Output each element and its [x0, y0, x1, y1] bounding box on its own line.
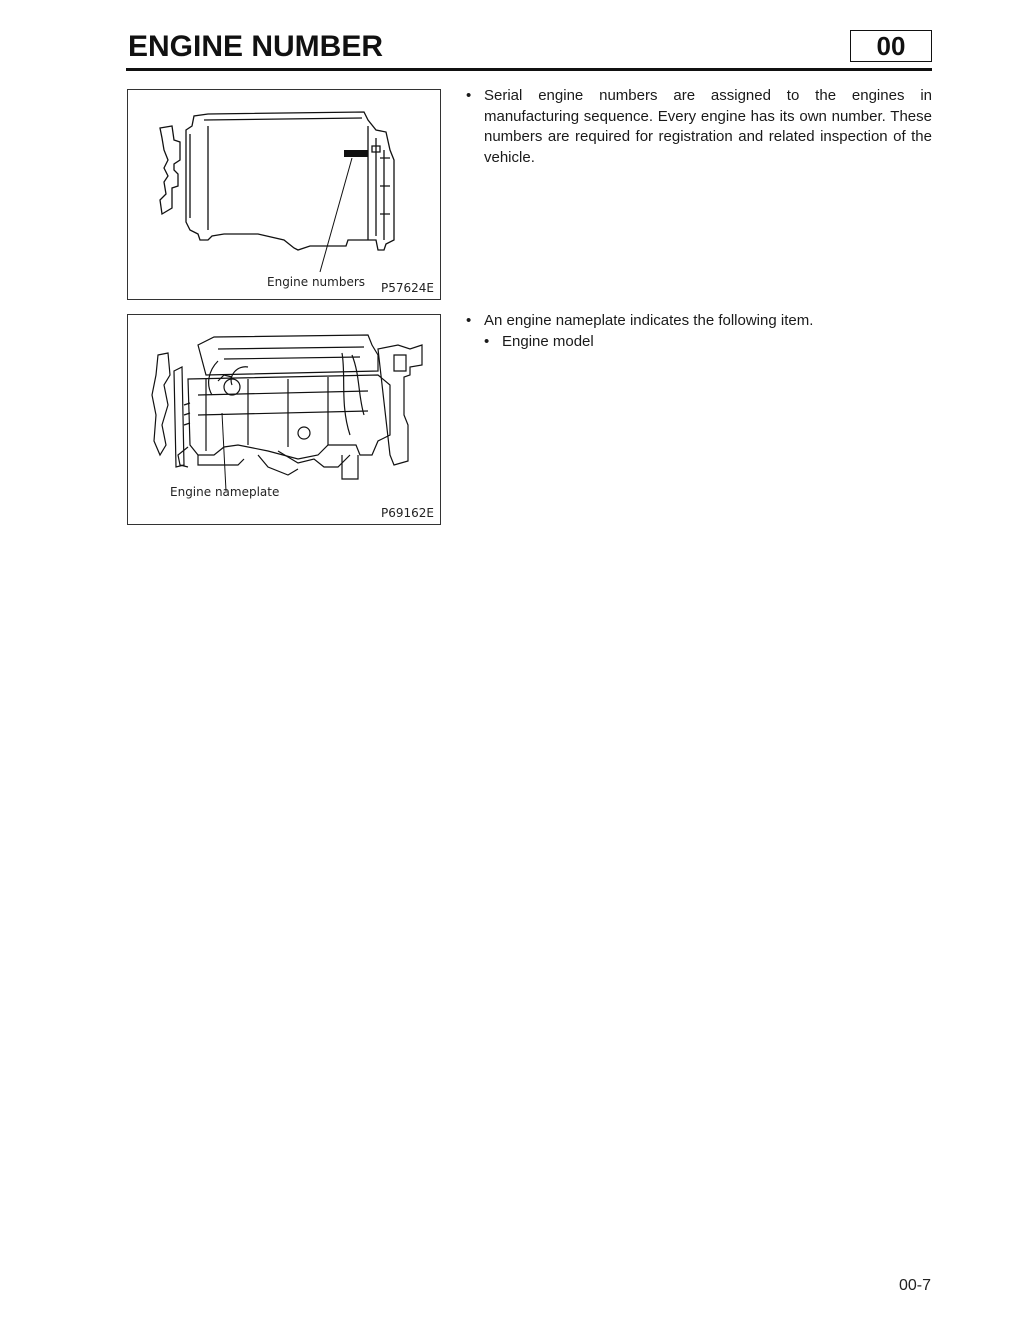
- bullet-text: Serial engine numbers are assigned to the engines in manufacturing sequence. Every engine has its own number. These numbers are required for registration and related inspection of the vehicle.: [484, 87, 932, 166]
- sub-bullet-item: [466, 332, 932, 353]
- paragraph-engine-nameplate: [466, 311, 932, 352]
- bullet-item: [466, 86, 932, 168]
- engine-outline-illustration: [128, 90, 440, 299]
- figure-engine-nameplate: [127, 314, 441, 525]
- page-number: 00-7: [898, 1277, 931, 1294]
- figure-id-label: P69162E: [381, 506, 434, 520]
- paragraph-engine-numbers: [466, 86, 932, 168]
- page-header: [126, 28, 932, 71]
- bullet-dot: •: [466, 312, 472, 329]
- sub-bullet-text: Engine model: [502, 332, 594, 350]
- figure-callout-label: Engine nameplate: [170, 485, 280, 499]
- sub-bullet-dot: •: [484, 332, 490, 350]
- section-code-badge: 00: [850, 30, 932, 62]
- figure-id-label: P57624E: [381, 281, 434, 295]
- figure-callout-label: Engine numbers: [267, 275, 366, 289]
- bullet-text: An engine nameplate indicates the following item.: [484, 312, 814, 329]
- figure-engine-numbers: [127, 89, 441, 300]
- page-title: ENGINE NUMBER: [128, 30, 384, 63]
- bullet-item: [466, 311, 932, 332]
- bullet-dot: •: [466, 87, 472, 104]
